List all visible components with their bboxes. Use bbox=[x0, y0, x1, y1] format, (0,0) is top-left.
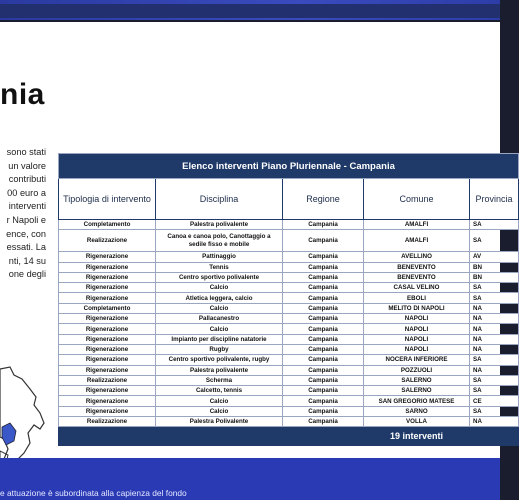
cell-disciplina: Atletica leggera, calcio bbox=[156, 293, 283, 303]
cell-comune: AMALFI bbox=[364, 230, 470, 252]
table-row bbox=[59, 334, 519, 344]
cell-regione: Campania bbox=[283, 406, 364, 416]
cell-disciplina: Calcio bbox=[156, 324, 283, 334]
cell-disciplina: Calcio bbox=[156, 396, 283, 406]
cell-provincia: NA bbox=[470, 365, 519, 375]
intro-line: interventi bbox=[8, 201, 46, 212]
cell-disciplina: Calcio bbox=[156, 283, 283, 293]
table-row bbox=[59, 417, 519, 427]
intro-line: sono stati bbox=[6, 147, 46, 157]
footer-note: e attuazione è subordinata alla capienza del fondo bbox=[0, 488, 187, 498]
cell-provincia: SA bbox=[470, 375, 519, 385]
cell-comune: BENEVENTO bbox=[364, 262, 470, 272]
table-row bbox=[59, 293, 519, 303]
total-interventions: 19 interventi bbox=[364, 427, 470, 446]
cell-provincia: AV bbox=[470, 252, 519, 262]
cell-provincia: NA bbox=[470, 344, 519, 354]
cell-tipologia: Rigenerazione bbox=[59, 334, 156, 344]
cell-regione: Campania bbox=[283, 365, 364, 375]
cell-regione: Campania bbox=[283, 375, 364, 385]
cell-provincia: SA bbox=[470, 220, 519, 230]
cell-comune: SALERNO bbox=[364, 375, 470, 385]
cell-regione: Campania bbox=[283, 283, 364, 293]
cell-comune: EBOLI bbox=[364, 293, 470, 303]
footer-blank-cell bbox=[470, 427, 519, 446]
cell-comune: POZZUOLI bbox=[364, 365, 470, 375]
cell-comune: MELITO DI NAPOLI bbox=[364, 303, 470, 313]
cell-disciplina: Centro sportivo polivalente bbox=[156, 272, 283, 282]
cell-provincia: SA bbox=[470, 293, 519, 303]
cell-tipologia: Rigenerazione bbox=[59, 283, 156, 293]
cell-comune: NAPOLI bbox=[364, 324, 470, 334]
slide-title: nia bbox=[0, 78, 45, 111]
cell-tipologia: Rigenerazione bbox=[59, 324, 156, 334]
italy-map-icon bbox=[0, 367, 48, 467]
intro-line: contributi bbox=[8, 174, 46, 185]
interventions-table-wrap bbox=[58, 153, 513, 453]
cell-provincia: NA bbox=[470, 334, 519, 344]
top-frame-inner bbox=[0, 4, 500, 18]
cell-disciplina: Centro sportivo polivalente, rugby bbox=[156, 355, 283, 365]
cell-tipologia: Rigenerazione bbox=[59, 344, 156, 354]
table-footer-row bbox=[59, 427, 519, 446]
cell-tipologia: Rigenerazione bbox=[59, 406, 156, 416]
cell-regione: Campania bbox=[283, 293, 364, 303]
table-row bbox=[59, 406, 519, 416]
cell-tipologia: Rigenerazione bbox=[59, 386, 156, 396]
cell-tipologia: Completamento bbox=[59, 220, 156, 230]
intro-line: un valore bbox=[8, 160, 46, 171]
table-row bbox=[59, 272, 519, 282]
cell-disciplina: Palestra Polivalente bbox=[156, 417, 283, 427]
cell-disciplina: Pallacanestro bbox=[156, 314, 283, 324]
table-row bbox=[59, 344, 519, 354]
cell-disciplina: Impianto per discipline natatorie bbox=[156, 334, 283, 344]
table-row bbox=[59, 386, 519, 396]
interventions-table bbox=[58, 153, 519, 446]
cell-tipologia: Realizzazione bbox=[59, 230, 156, 252]
table-row bbox=[59, 283, 519, 293]
cell-comune: AMALFI bbox=[364, 220, 470, 230]
table-row bbox=[59, 303, 519, 313]
cell-comune: NAPOLI bbox=[364, 344, 470, 354]
cell-regione: Campania bbox=[283, 417, 364, 427]
cell-disciplina: Canoa e canoa polo, Canottaggio a sedile fisso e mobile bbox=[156, 230, 283, 252]
cell-tipologia: Completamento bbox=[59, 303, 156, 313]
intro-line: one degli bbox=[8, 269, 46, 280]
cell-tipologia: Realizzazione bbox=[59, 375, 156, 385]
table-row bbox=[59, 314, 519, 324]
cell-disciplina: Palestra polivalente bbox=[156, 365, 283, 375]
cell-tipologia: Rigenerazione bbox=[59, 252, 156, 262]
table-row bbox=[59, 262, 519, 272]
cell-regione: Campania bbox=[283, 220, 364, 230]
cell-disciplina: Rugby bbox=[156, 344, 283, 354]
cell-regione: Campania bbox=[283, 396, 364, 406]
cell-tipologia: Rigenerazione bbox=[59, 314, 156, 324]
header-disciplina: Disciplina bbox=[156, 179, 283, 220]
header-regione: Regione bbox=[283, 179, 364, 220]
table-row bbox=[59, 375, 519, 385]
table-row bbox=[59, 365, 519, 375]
cell-provincia: BN bbox=[470, 262, 519, 272]
cell-regione: Campania bbox=[283, 355, 364, 365]
footer-blank-cell bbox=[59, 427, 364, 446]
cell-tipologia: Rigenerazione bbox=[59, 293, 156, 303]
table-row bbox=[59, 252, 519, 262]
cell-regione: Campania bbox=[283, 344, 364, 354]
table-row bbox=[59, 396, 519, 406]
intro-line: nti, 14 su bbox=[8, 255, 46, 266]
header-tipologia: Tipologia di intervento bbox=[59, 179, 156, 220]
cell-provincia: NA bbox=[470, 417, 519, 427]
cell-regione: Campania bbox=[283, 386, 364, 396]
cell-disciplina: Calcio bbox=[156, 406, 283, 416]
cell-provincia: SA bbox=[470, 355, 519, 365]
table-body bbox=[59, 220, 519, 427]
cell-provincia: NA bbox=[470, 324, 519, 334]
intro-line: essati. La bbox=[6, 242, 46, 253]
cell-tipologia: Rigenerazione bbox=[59, 262, 156, 272]
cell-provincia: SA bbox=[470, 283, 519, 293]
cell-comune: VOLLA bbox=[364, 417, 470, 427]
cell-regione: Campania bbox=[283, 252, 364, 262]
intro-line: r Napoli e bbox=[6, 214, 46, 225]
cell-regione: Campania bbox=[283, 272, 364, 282]
cell-disciplina: Scherma bbox=[156, 375, 283, 385]
cell-tipologia: Rigenerazione bbox=[59, 355, 156, 365]
cell-tipologia: Rigenerazione bbox=[59, 396, 156, 406]
table-row bbox=[59, 355, 519, 365]
cell-comune: NAPOLI bbox=[364, 314, 470, 324]
cell-comune: NAPOLI bbox=[364, 334, 470, 344]
header-provincia: Provincia bbox=[470, 179, 519, 220]
cell-provincia: NA bbox=[470, 303, 519, 313]
cell-regione: Campania bbox=[283, 230, 364, 252]
header-comune: Comune bbox=[364, 179, 470, 220]
cell-comune: SARNO bbox=[364, 406, 470, 416]
cell-comune: AVELLINO bbox=[364, 252, 470, 262]
cell-provincia: SA bbox=[470, 406, 519, 416]
cell-provincia: BN bbox=[470, 272, 519, 282]
cell-comune: BENEVENTO bbox=[364, 272, 470, 282]
cell-disciplina: Calcio bbox=[156, 303, 283, 313]
cell-provincia: SA bbox=[470, 386, 519, 396]
table-row bbox=[59, 230, 519, 252]
intro-line: 00 euro a bbox=[7, 187, 46, 198]
cell-tipologia: Rigenerazione bbox=[59, 365, 156, 375]
cell-provincia: NA bbox=[470, 314, 519, 324]
table-row bbox=[59, 324, 519, 334]
cell-regione: Campania bbox=[283, 314, 364, 324]
cell-disciplina: Palestra polivalente bbox=[156, 220, 283, 230]
table-row bbox=[59, 220, 519, 230]
table-caption: Elenco interventi Piano Pluriennale - Campania bbox=[59, 154, 519, 179]
cell-disciplina: Calcetto, tennis bbox=[156, 386, 283, 396]
slide bbox=[0, 22, 513, 458]
intro-text bbox=[0, 146, 46, 282]
cell-comune: CASAL VELINO bbox=[364, 283, 470, 293]
cell-comune: NOCERA INFERIORE bbox=[364, 355, 470, 365]
cell-comune: SALERNO bbox=[364, 386, 470, 396]
cell-provincia: SA bbox=[470, 230, 519, 252]
cell-regione: Campania bbox=[283, 303, 364, 313]
cell-regione: Campania bbox=[283, 324, 364, 334]
intro-line: ence, con bbox=[6, 228, 46, 239]
cell-regione: Campania bbox=[283, 334, 364, 344]
cell-disciplina: Pattinaggio bbox=[156, 252, 283, 262]
cell-tipologia: Rigenerazione bbox=[59, 272, 156, 282]
cell-provincia: CE bbox=[470, 396, 519, 406]
cell-tipologia: Realizzazione bbox=[59, 417, 156, 427]
cell-disciplina: Tennis bbox=[156, 262, 283, 272]
cell-regione: Campania bbox=[283, 262, 364, 272]
cell-comune: SAN GREGORIO MATESE bbox=[364, 396, 470, 406]
